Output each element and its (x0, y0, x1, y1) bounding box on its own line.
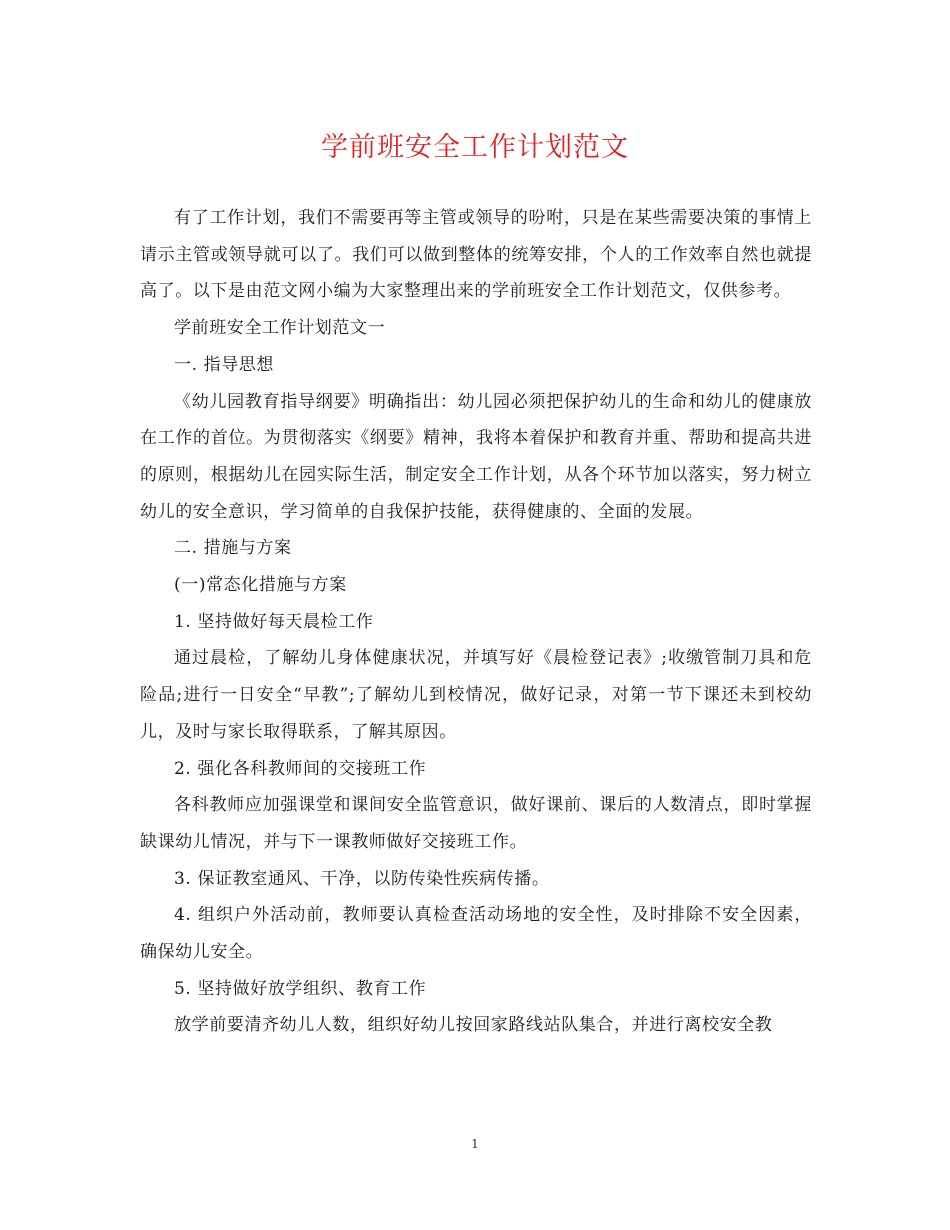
page-number: 1 (471, 1137, 479, 1151)
section-heading-plan-one: 学前班安全工作计划范文一 (174, 318, 386, 339)
item-ventilation: 3. 保证教室通风、干净，以防传染性疾病传播。 (174, 868, 550, 889)
paragraph-dismissal: 放学前要清齐幼儿人数，组织好幼儿按回家路线站队集合，并进行离校安全教 (174, 1015, 773, 1036)
paragraph-handover: 各科教师应加强课堂和课间安全监管意识，做好课前、课后的人数清点，即时掌握缺课幼儿情况，并与下一课教师做好交接班工作。 (140, 795, 812, 852)
document-body (140, 200, 812, 1044)
item-outdoor-activity: 4. 组织户外活动前，教师要认真检查活动场地的安全性，及时排除不安全因素，确保幼儿安全。 (140, 905, 812, 963)
subsection-heading-routine-measures: (一)常态化措施与方案 (174, 575, 347, 596)
paragraph-intro: 有了工作计划，我们不需要再等主管或领导的吩咐，只是在某些需要决策的事情上请示主管或领导就可以了。我们可以做到整体的统筹安排，个人的工作效率自然也就提高了。以下是由范文网小编为大家整理出来的学前班安全工作计划范文，仅供参考。 (140, 208, 812, 302)
paragraph-guiding-ideology: 《幼儿园教育指导纲要》明确指出：幼儿园必须把保护幼儿的生命和幼儿的健康放在工作的首位。为贯彻落实《纲要》精神，我将本着保护和教育并重、帮助和提高共进的原则，根据幼儿在园实际生活，制定安全工作计划，从各个环节加以落实，努力树立幼儿的安全意识，学习简单的自我保护技能，获得健康的、全面的发展。 (140, 391, 812, 522)
paragraph-morning-check: 通过晨检，了解幼儿身体健康状况，并填写好《晨检登记表》;收缴管制刀具和危险品;进行一日安全“早教”;了解幼儿到校情况，做好记录，对第一节下课还未到校幼儿，及时与家长取得联系，了解其原因。 (140, 648, 812, 742)
section-heading-guiding-ideology: 一. 指导思想 (174, 354, 275, 375)
item-heading-dismissal: 5. 坚持做好放学组织、教育工作 (174, 978, 427, 999)
item-heading-morning-check: 1. 坚持做好每天晨检工作 (174, 611, 374, 632)
section-heading-measures: 二. 措施与方案 (174, 538, 292, 559)
item-heading-handover: 2. 强化各科教师间的交接班工作 (174, 758, 427, 779)
document-title: 学前班安全工作计划范文 (321, 132, 629, 163)
